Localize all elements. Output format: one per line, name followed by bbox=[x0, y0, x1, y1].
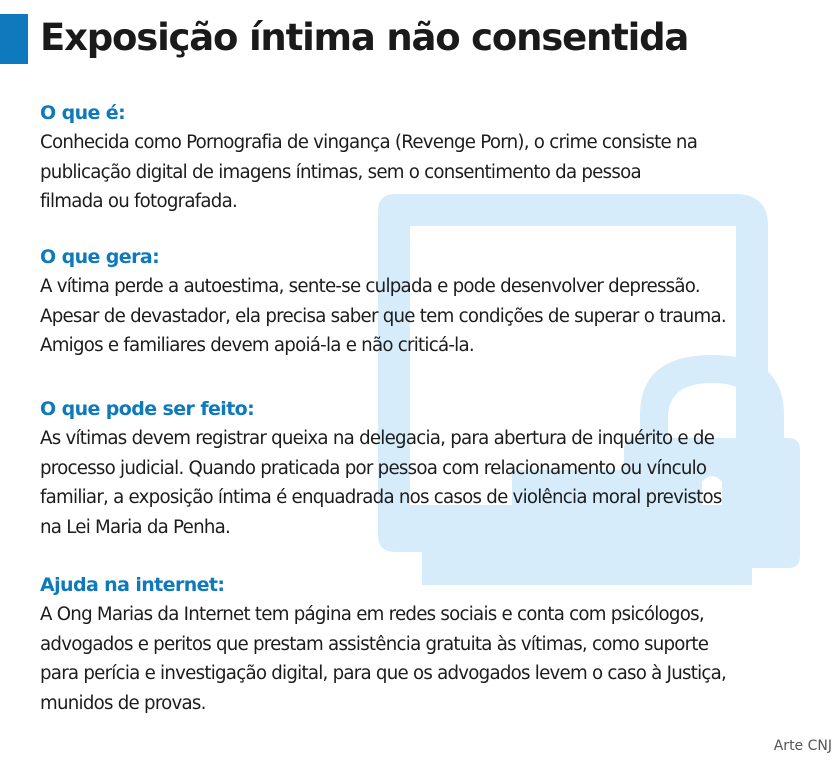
paragraph-line: A Ong Marias da Internet tem página em redes sociais e conta com psicólogos, bbox=[40, 604, 704, 625]
section-paragraph bbox=[40, 128, 820, 217]
credit-text: Arte CNJ bbox=[773, 738, 832, 754]
page-title: Exposição íntima não consentida bbox=[40, 16, 689, 59]
paragraph-line: munidos de provas. bbox=[40, 692, 206, 714]
paragraph-line: familiar, a exposição íntima é enquadrada nos casos de violência moral previstos bbox=[40, 487, 722, 508]
paragraph-line: filmada ou fotografada. bbox=[40, 191, 238, 212]
paragraph-line: publicação digital de imagens íntimas, sem o consentimento da pessoa bbox=[40, 161, 641, 183]
paragraph-line: As vítimas devem registrar queixa na delegacia, para abertura de inquérito e de bbox=[40, 428, 715, 449]
section-heading: O que gera: bbox=[40, 246, 160, 268]
paragraph-line: processo judicial. Quando praticada por pessoa com relacionamento ou vínculo bbox=[40, 457, 707, 479]
paragraph-line: na Lei Maria da Penha. bbox=[40, 516, 231, 538]
section-heading: O que pode ser feito: bbox=[40, 398, 255, 420]
section-o-que-e bbox=[40, 100, 820, 217]
paragraph-line: advogados e peritos que prestam assistência gratuita às vítimas, como suporte bbox=[40, 633, 709, 655]
section-heading: O que é: bbox=[40, 102, 126, 124]
section-heading: Ajuda na internet: bbox=[40, 574, 225, 596]
title-accent-bar bbox=[0, 14, 28, 64]
section-paragraph bbox=[40, 272, 820, 361]
section-ajuda-na-internet bbox=[40, 572, 820, 718]
section-paragraph bbox=[40, 600, 820, 718]
paragraph-line: Amigos e familiares devem apoiá-la e não criticá-la. bbox=[40, 335, 474, 356]
paragraph-line: Apesar de devastador, ela precisa saber que tem condições de superar o trauma. bbox=[40, 305, 726, 327]
section-paragraph bbox=[40, 424, 820, 542]
section-o-que-gera bbox=[40, 244, 820, 361]
section-o-que-pode-ser-feito bbox=[40, 396, 820, 542]
paragraph-line: A vítima perde a autoestima, sente-se culpada e pode desenvolver depressão. bbox=[40, 276, 700, 297]
paragraph-line: Conhecida como Pornografia de vingança (Revenge Porn), o crime consiste na bbox=[40, 132, 698, 153]
paragraph-line: para perícia e investigação digital, para que os advogados levem o caso à Justiça, bbox=[40, 663, 727, 684]
